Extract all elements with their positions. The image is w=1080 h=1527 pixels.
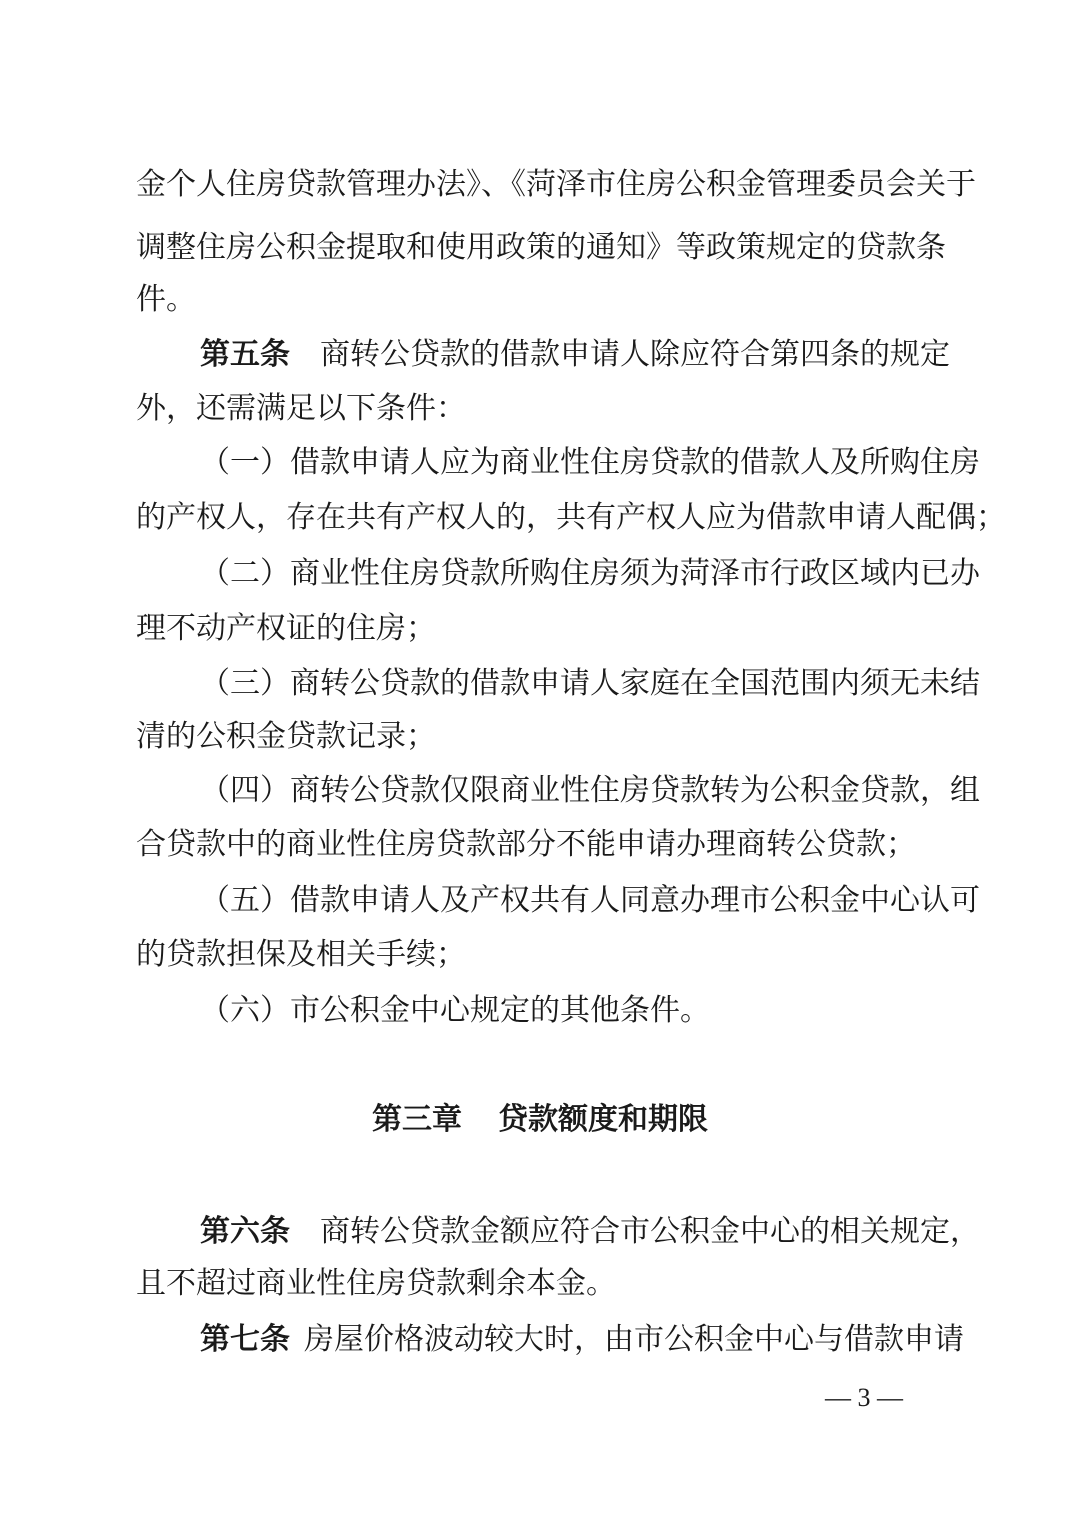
paragraph-line: 金个人住房贷款管理办法》、《菏泽市住房公积金管理委员会关于	[136, 167, 976, 202]
chapter-heading	[0, 1102, 1080, 1138]
article-6-label: 第六条	[200, 1214, 290, 1249]
article-7-text: 房屋价格波动较大时，由市公积金中心与借款申请	[304, 1322, 964, 1357]
article-6-text: 商转公贷款金额应符合市公积金中心的相关规定，	[320, 1214, 980, 1249]
paragraph-line: 外，还需满足以下条件：	[136, 391, 466, 426]
page-number: — 3 —	[825, 1383, 903, 1412]
list-item-2-cont: 理不动产权证的住房；	[136, 611, 436, 646]
article-6	[200, 1214, 980, 1250]
list-item-4-cont: 合贷款中的商业性住房贷款部分不能申请办理商转公贷款；	[136, 827, 916, 862]
paragraph-line: 且不超过商业性住房贷款剩余本金。	[136, 1266, 616, 1301]
article-7-label: 第七条	[200, 1322, 290, 1357]
chapter-title: 贷款额度和期限	[498, 1102, 708, 1137]
paragraph-line: 调整住房公积金提取和使用政策的通知》等政策规定的贷款条	[136, 230, 946, 265]
article-5-label: 第五条	[200, 337, 290, 372]
article-5-text: 商转公贷款的借款申请人除应符合第四条的规定	[320, 337, 950, 372]
list-item-6: （六）市公积金中心规定的其他条件。	[200, 993, 710, 1028]
chapter-number: 第三章	[372, 1102, 462, 1137]
list-item-3: （三）商转公贷款的借款申请人家庭在全国范围内须无未结	[200, 666, 980, 701]
list-item-1-cont: 的产权人，存在共有产权人的，共有产权人应为借款申请人配偶；	[136, 500, 1006, 535]
list-item-5: （五）借款申请人及产权共有人同意办理市公积金中心认可	[200, 883, 980, 918]
list-item-1: （一）借款申请人应为商业性住房贷款的借款人及所购住房	[200, 445, 980, 480]
list-item-2: （二）商业性住房贷款所购住房须为菏泽市行政区域内已办	[200, 556, 980, 591]
list-item-4: （四）商转公贷款仅限商业性住房贷款转为公积金贷款，组	[200, 773, 980, 808]
list-item-3-cont: 清的公积金贷款记录；	[136, 719, 436, 754]
article-7	[200, 1322, 964, 1358]
article-5	[200, 337, 950, 373]
paragraph-line: 件。	[136, 282, 196, 317]
list-item-5-cont: 的贷款担保及相关手续；	[136, 937, 466, 972]
